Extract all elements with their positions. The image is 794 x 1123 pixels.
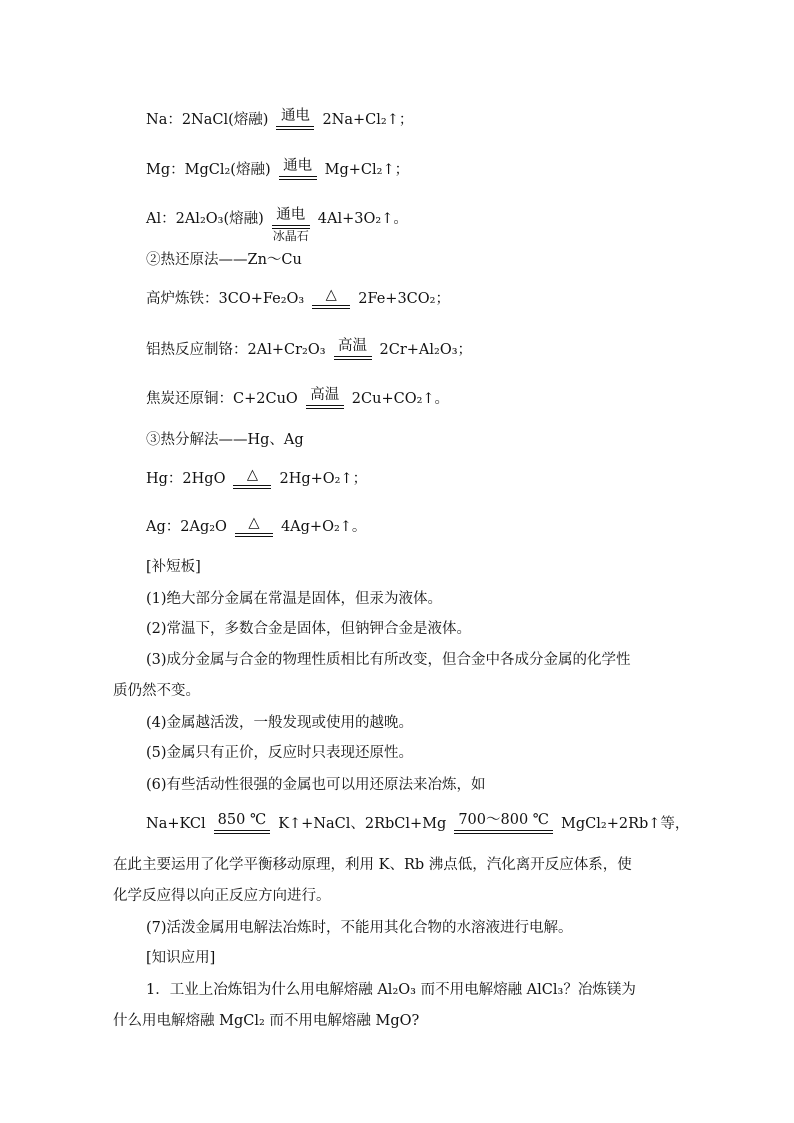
text-line xyxy=(146,287,450,313)
text-line xyxy=(146,467,368,493)
equation-products: MgCl₂+2Rb↑等， xyxy=(561,816,690,832)
condition-text: △ xyxy=(325,287,337,303)
equation-reactants: 焦炭还原铜：C+2CuO xyxy=(146,391,298,407)
equation-products: 2Hg+O₂↑； xyxy=(279,471,368,487)
equals-sign xyxy=(306,405,344,409)
equals-sign xyxy=(334,356,372,360)
line-text: (2)常温下，多数合金是固体，但钠钾合金是液体。 xyxy=(146,621,472,637)
line-text: (3)成分金属与合金的物理性质相比有所改变，但合金中各成分金属的化学性 xyxy=(146,652,631,668)
equals-sign xyxy=(235,533,273,537)
line-text: (5)金属只有正价，反应时只表现还原性。 xyxy=(146,745,414,761)
line-text: [知识应用] xyxy=(146,950,216,966)
equation-reactants: Mg：MgCl₂(熔融) xyxy=(146,162,271,178)
equals-sign xyxy=(312,305,350,309)
condition-text: △ xyxy=(246,467,259,483)
text-line xyxy=(146,515,367,541)
equation-reactants: 高炉炼铁：3CO+Fe₂O₃ xyxy=(146,291,305,307)
equation-products: 2Cu+CO₂↑。 xyxy=(351,391,450,407)
text-line xyxy=(146,716,413,731)
text-line xyxy=(146,338,473,364)
line-text: (6)有些活动性很强的金属也可以用还原法来冶炼，如 xyxy=(146,777,486,793)
line-text: 化学反应得以向正反应方向进行。 xyxy=(113,888,331,904)
line-text: ③热分解法——Hg、Ag xyxy=(146,432,304,448)
text-line xyxy=(146,921,573,936)
text-line xyxy=(146,778,486,793)
equals-sign xyxy=(454,830,553,834)
equation-products: 2Na+Cl₂↑； xyxy=(322,112,414,128)
line-text: [补短板] xyxy=(146,559,201,575)
line-text: 在此主要运用了化学平衡移动原理，利用 K、Rb 沸点低，汽化离开反应体系，使 xyxy=(113,857,632,873)
reaction-condition xyxy=(276,109,314,130)
text-line xyxy=(146,951,215,966)
condition-text: 高温 xyxy=(338,338,368,354)
condition-text: 通电 xyxy=(276,207,306,223)
text-line xyxy=(146,812,690,838)
reaction-condition xyxy=(279,159,317,180)
condition-text: △ xyxy=(248,515,260,531)
line-text: (4)金属越活泼，一般发现或使用的越晚。 xyxy=(146,715,414,731)
reaction-condition xyxy=(312,288,350,309)
text-line xyxy=(113,858,632,873)
equation-reactants: Al：2Al₂O₃(熔融) xyxy=(146,211,264,227)
text-line xyxy=(146,983,636,998)
equals-sign xyxy=(276,126,314,130)
condition-text: 700～800 ℃ xyxy=(458,812,550,828)
text-line xyxy=(113,889,331,904)
equation-products: 4Al+3O₂↑。 xyxy=(317,211,408,227)
line-text: (1)绝大部分金属在常温是固体，但汞为液体。 xyxy=(146,591,443,607)
line-text: 质仍然不变。 xyxy=(113,683,200,699)
text-line xyxy=(113,684,200,699)
text-line xyxy=(146,622,471,637)
equation-reactants: Na+KCl xyxy=(146,816,206,832)
condition-text: 通电 xyxy=(280,108,310,124)
text-line xyxy=(146,746,413,761)
reaction-condition xyxy=(235,516,273,537)
condition-text: 850 ℃ xyxy=(217,812,267,828)
equals-sign xyxy=(214,830,271,834)
reaction-condition xyxy=(272,208,310,242)
condition-catalyst: 冰晶石 xyxy=(272,228,309,243)
equation-reactants: Ag：2Ag₂O xyxy=(146,519,227,535)
equation-products: 4Ag+O₂↑。 xyxy=(280,519,367,535)
reaction-condition xyxy=(334,339,372,360)
text-line xyxy=(146,560,201,575)
line-text: 1．工业上冶炼铝为什么用电解熔融 Al₂O₃ 而不用电解熔融 AlCl₃？冶炼镁为 xyxy=(146,982,636,998)
equals-sign xyxy=(233,485,271,489)
equation-reactants: 铝热反应制铬：2Al+Cr₂O₃ xyxy=(146,342,326,358)
reaction-condition xyxy=(454,813,553,834)
equation-products: 2Cr+Al₂O₃； xyxy=(379,342,473,358)
text-line xyxy=(146,207,408,246)
equation-products: 2Fe+3CO₂； xyxy=(358,291,450,307)
condition-text: 高温 xyxy=(310,387,340,403)
text-line xyxy=(146,592,442,607)
condition-text: 通电 xyxy=(283,158,313,174)
text-line xyxy=(146,158,410,184)
equation-products: Mg+Cl₂↑； xyxy=(324,162,410,178)
line-text: 什么用电解熔融 MgCl₂ 而不用电解熔融 MgO? xyxy=(113,1013,420,1029)
text-line xyxy=(146,253,302,268)
text-line xyxy=(146,433,304,448)
reaction-condition xyxy=(306,388,344,409)
text-line xyxy=(146,108,414,134)
equation-middle: K↑+NaCl、2RbCl+Mg xyxy=(278,816,447,832)
equation-reactants: Hg：2HgO xyxy=(146,471,226,487)
text-line xyxy=(113,1014,419,1029)
equation-reactants: Na：2NaCl(熔融) xyxy=(146,112,269,128)
line-text: (7)活泼金属用电解法冶炼时，不能用其化合物的水溶液进行电解。 xyxy=(146,920,573,936)
reaction-condition xyxy=(214,813,271,834)
reaction-condition xyxy=(233,468,271,489)
line-text: ②热还原法——Zn～Cu xyxy=(146,252,302,268)
text-line xyxy=(146,387,450,413)
text-line xyxy=(146,653,631,668)
equals-sign xyxy=(279,176,317,180)
